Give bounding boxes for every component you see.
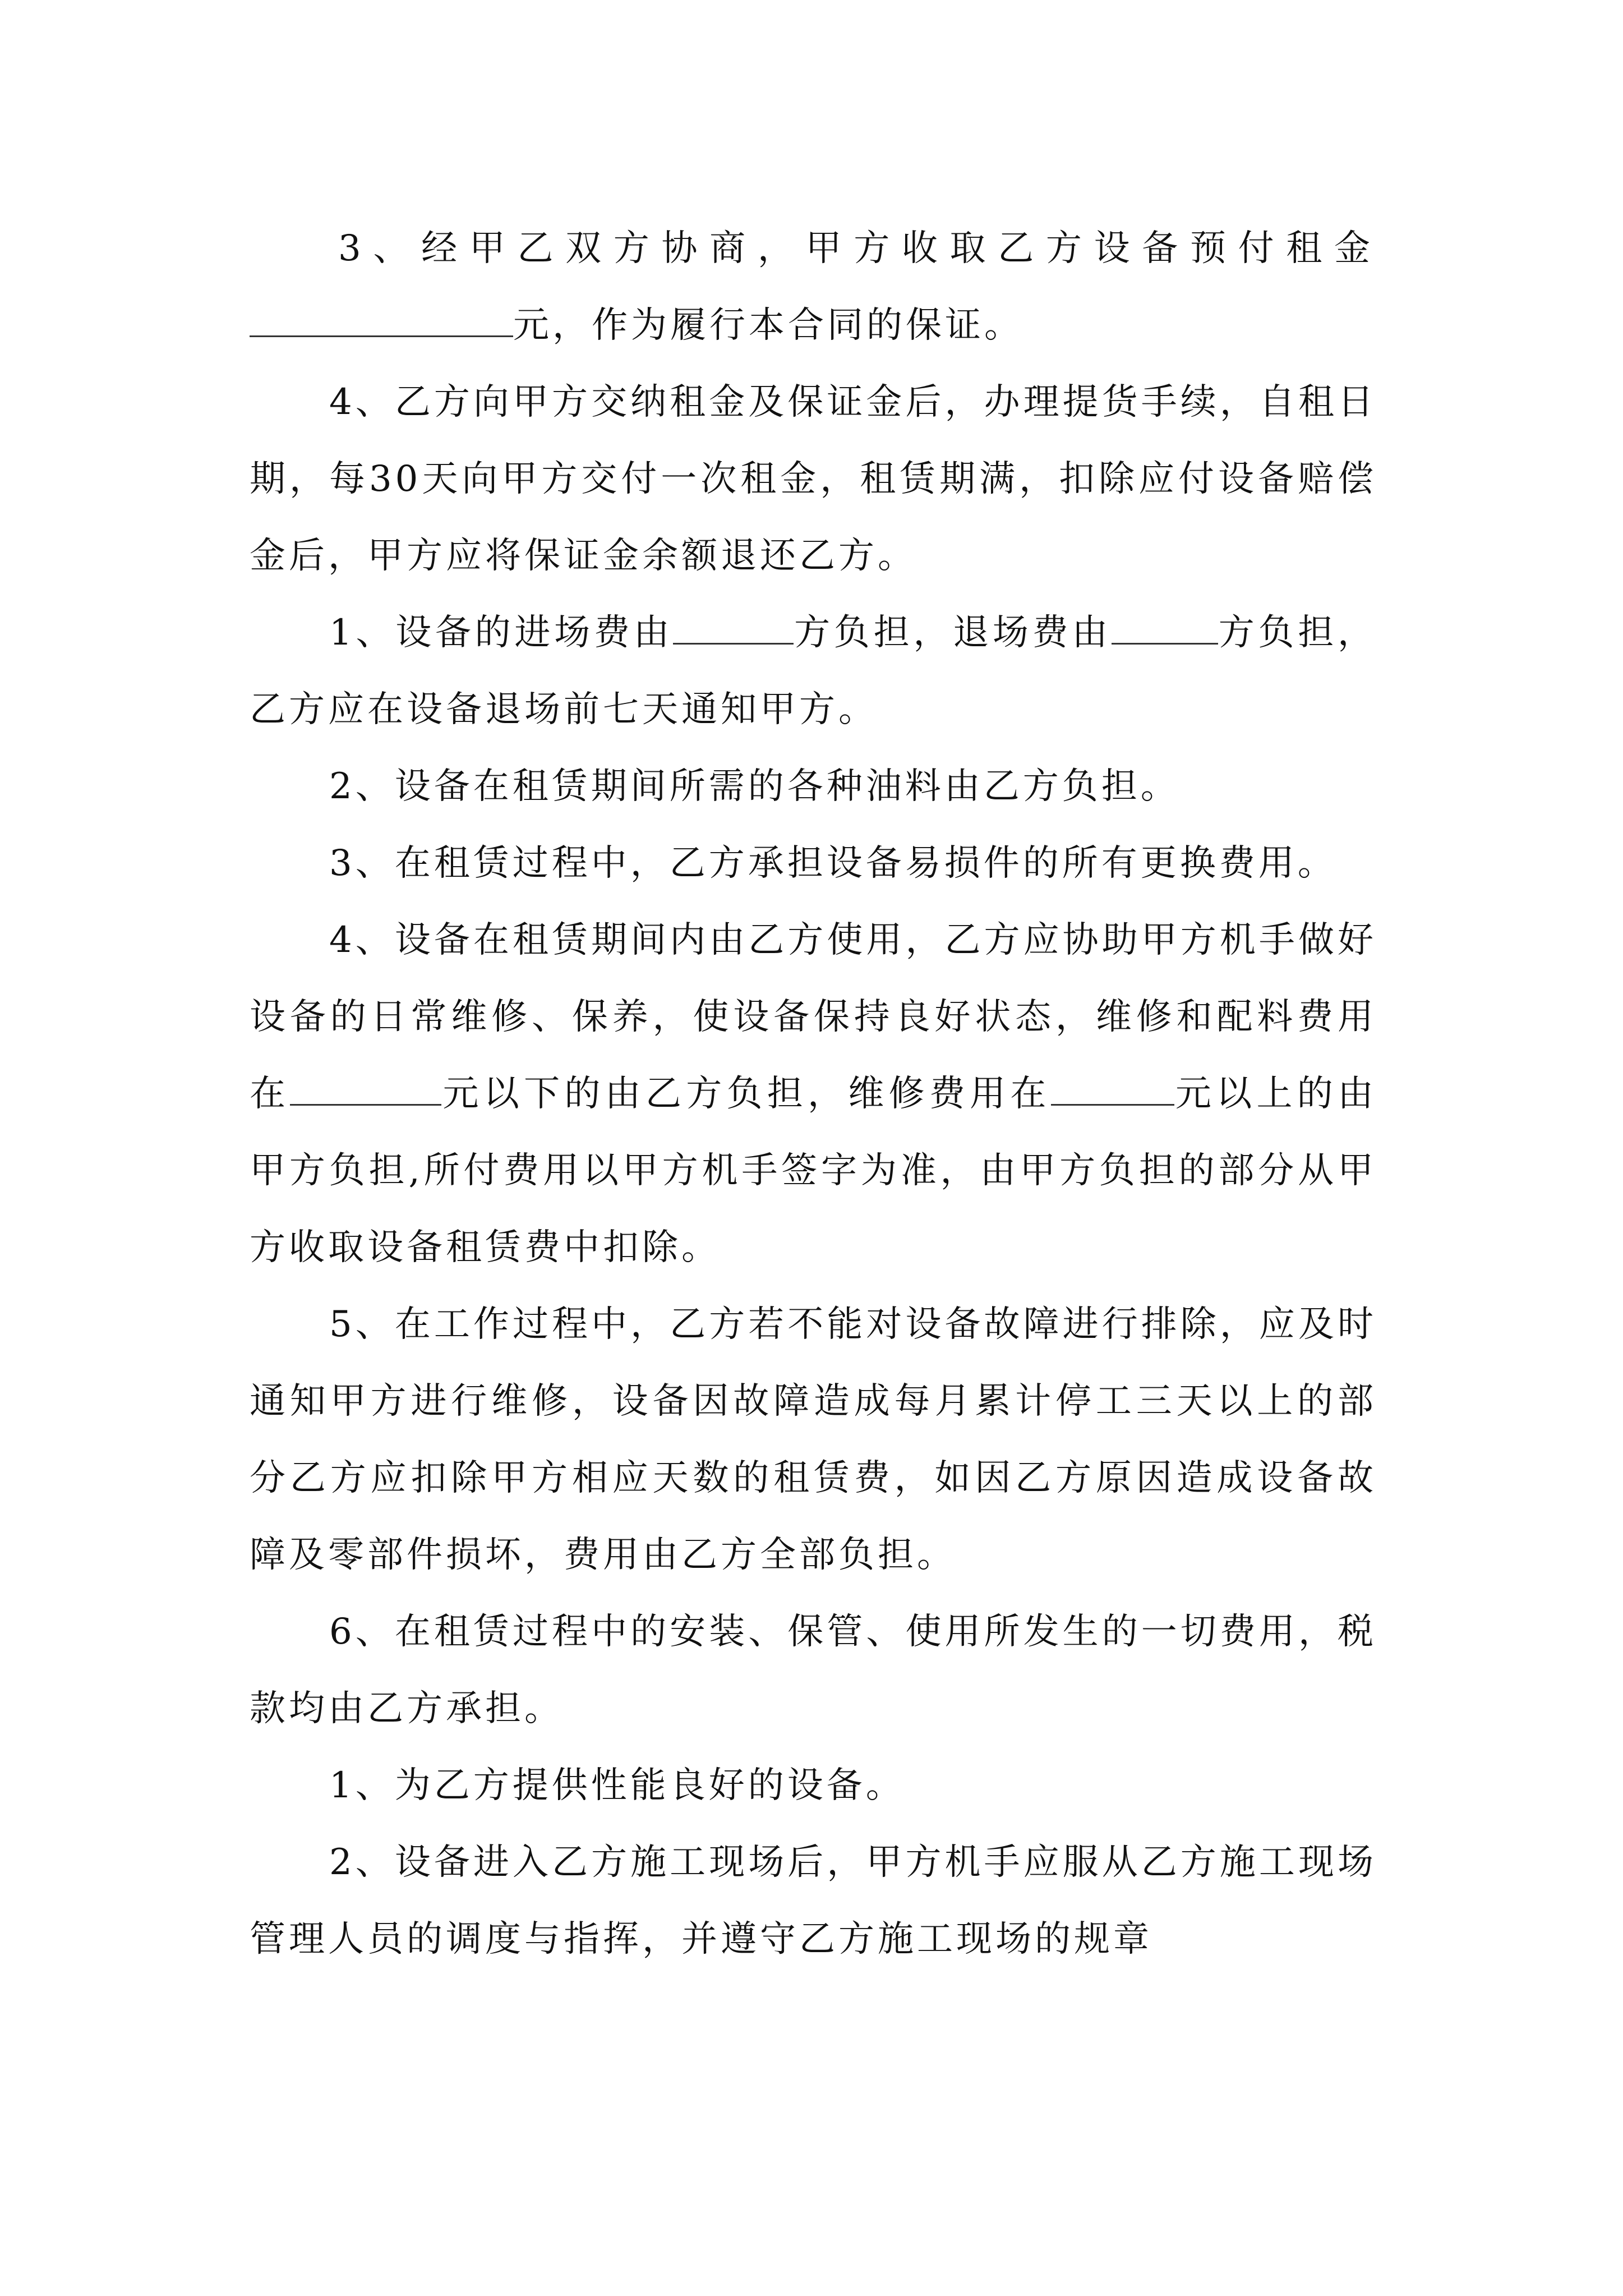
paragraph-text: 1、设备的进场费由 xyxy=(329,612,674,654)
paragraph-text: 元以上的由甲方负担,所付费用以甲方机手签字为准，由甲方负担的部分从甲方收取设备租赁费中扣除。 xyxy=(250,1073,1377,1268)
paragraph-text: 3、经甲乙双方协商，甲方收取乙方设备预付租金 xyxy=(338,228,1377,269)
paragraph-costs-taxes xyxy=(250,1594,1377,1747)
paragraph-text: 方负担，乙方应在设备退场前七天通知甲方。 xyxy=(250,612,1377,730)
paragraph-text: 4、设备在租赁期间内由乙方使用，乙方应协助甲方机手做好设备的日常维修、保养，使设备保持良好状态，维修和配料费用在 xyxy=(250,919,1377,1115)
paragraph-text: 元，作为履行本合同的保证。 xyxy=(513,305,1023,346)
paragraph-entry-exit-fee xyxy=(250,595,1377,748)
paragraph-maintenance xyxy=(250,902,1377,1286)
paragraph-text: 4、乙方向甲方交纳租金及保证金后，办理提货手续，自租日期，每30天向甲方交付一次租金，租赁期满，扣除应付设备赔偿金后，甲方应将保证金余额退还乙方。 xyxy=(250,381,1377,577)
paragraph-rent-payment xyxy=(250,364,1377,595)
paragraph-text: 2、设备进入乙方施工现场后，甲方机手应服从乙方施工现场管理人员的调度与指挥，并遵守乙方施工现场的规章 xyxy=(250,1842,1377,1960)
fill-blank-entry-party xyxy=(673,610,794,645)
paragraph-provide-equipment xyxy=(250,1747,1377,1824)
paragraph-wear-parts xyxy=(250,825,1377,902)
paragraph-breakdown xyxy=(250,1286,1377,1594)
paragraph-fuel xyxy=(250,748,1377,825)
paragraph-text: 方负担，退场费由 xyxy=(794,612,1112,654)
paragraph-text: 3、在租赁过程中，乙方承担设备易损件的所有更换费用。 xyxy=(329,843,1337,884)
fill-blank-exit-party xyxy=(1112,610,1218,645)
fill-blank-deposit-amount xyxy=(250,303,513,337)
paragraph-text: 6、在租赁过程中的安装、保管、使用所发生的一切费用，税款均由乙方承担。 xyxy=(250,1611,1377,1729)
fill-blank-maintenance-limit-high xyxy=(1051,1071,1174,1106)
fill-blank-maintenance-limit-low xyxy=(290,1071,441,1106)
paragraph-deposit xyxy=(250,210,1377,287)
paragraph-text: 2、设备在租赁期间所需的各种油料由乙方负担。 xyxy=(329,766,1180,807)
paragraph-text: 元以下的由乙方负担，维修费用在 xyxy=(441,1073,1051,1115)
paragraph-deposit-cont xyxy=(250,287,1377,364)
paragraph-text: 1、为乙方提供性能良好的设备。 xyxy=(329,1765,905,1806)
paragraph-text: 5、在工作过程中，乙方若不能对设备故障进行排除，应及时通知甲方进行维修，设备因故障造成每月累计停工三天以上的部分乙方应扣除甲方相应天数的租赁费，如因乙方原因造成设备故障及零部件损坏，费用由乙方全部负担。 xyxy=(250,1304,1377,1576)
paragraph-site-rules xyxy=(250,1824,1377,1978)
document-body xyxy=(250,210,1377,1978)
